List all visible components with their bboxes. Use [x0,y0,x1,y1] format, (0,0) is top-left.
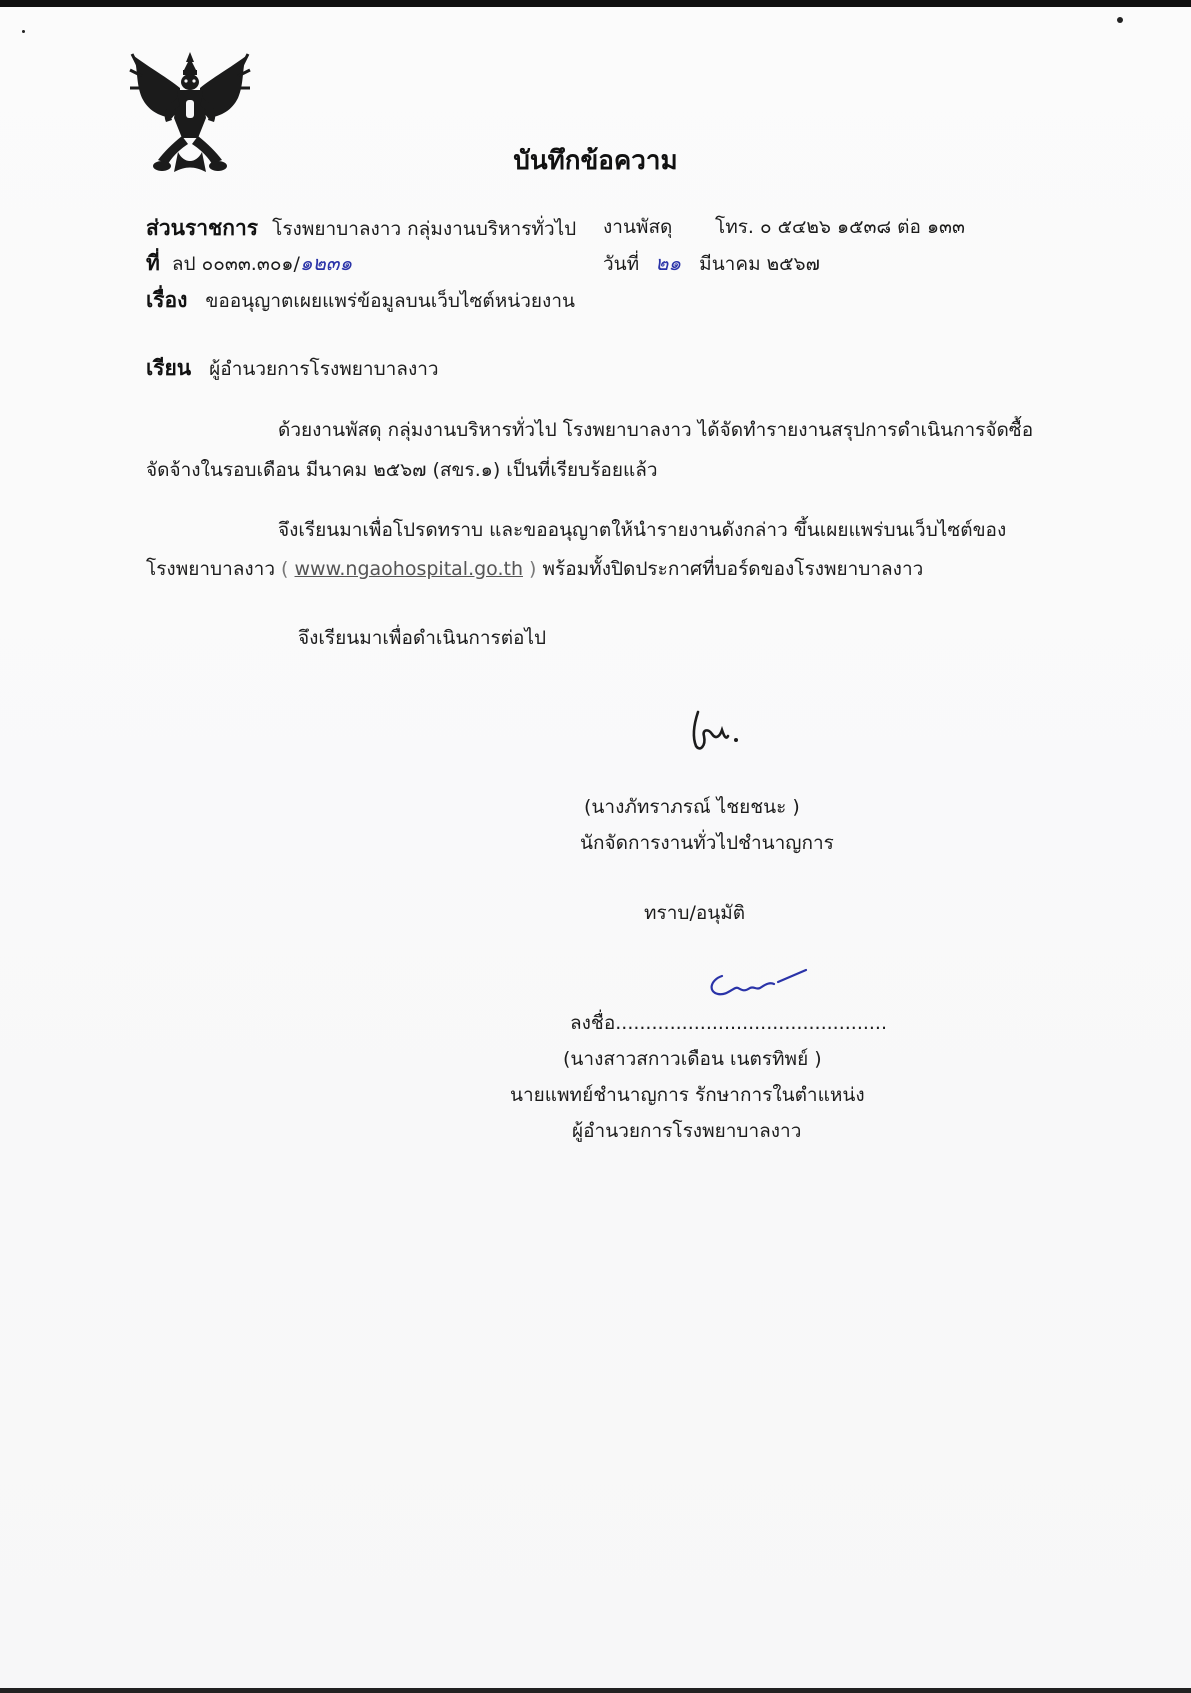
paragraph-2-hospital: โรงพยาบาลงาว [146,558,276,580]
date-line [603,247,820,279]
signer-1-name: (นางภัทราภรณ์ ไชยชนะ ) [584,796,800,818]
date-day-handwritten: ๒๑ [655,251,682,275]
addressee-text: ผู้อำนวยการโรงพยาบาลงาว [209,358,439,380]
paragraph-1-line-1: ด้วยงานพัสดุ กลุ่มงานบริหารทั่วไป โรงพยาบาลงาว ได้จัดทำรายงานสรุปการดำเนินการจัดซื้อ [278,419,1034,441]
signature-line [570,1008,887,1038]
scan-border-top [0,0,1191,7]
addressee-line [146,352,439,385]
date-label: วันที่ [603,253,640,275]
date-month-year: มีนาคม ๒๕๖๗ [699,253,820,275]
paragraph-2-line-2 [146,554,923,584]
agency-unit: งานพัสดุ [603,216,673,238]
signature-1-icon [680,706,760,756]
approver-position-line-1: นายแพทย์ชำนาญการ รักษาการในตำแหน่ง [510,1084,865,1106]
scan-border-bottom [0,1688,1191,1693]
subject-text: ขออนุญาตเผยแพร่ข้อมูลบนเว็บไซต์หน่วยงาน [205,290,575,312]
website-link[interactable]: www.ngaohospital.go.th [294,558,523,580]
reference-prefix: ลป ๐๐๓๓.๓๐๑/ [171,253,300,275]
subject-line [146,284,575,317]
signature-2-icon [700,962,820,1010]
approver-name: (นางสาวสกาวเดือน เนตรทิพย์ ) [563,1048,822,1070]
signer-1-position: นักจัดการงานทั่วไปชำนาญการ [580,832,834,854]
agency-phone: โทร. ๐ ๕๔๒๖ ๑๕๓๘ ต่อ ๑๓๓ [715,216,965,238]
reference-line [146,247,352,280]
url-paren-open: ( [275,558,295,580]
sign-label: ลงชื่อ [570,1012,616,1034]
agency-line [146,212,576,245]
reference-handwritten-number: ๑๒๓๑ [299,251,353,275]
scan-speck [1117,17,1123,23]
approver-position-line-2: ผู้อำนวยการโรงพยาบาลงาว [572,1120,802,1142]
addressee-label: เรียน [146,356,192,380]
subject-label: เรื่อง [146,288,188,312]
reference-label: ที่ [146,251,160,275]
paragraph-1-line-2: จัดจ้างในรอบเดือน มีนาคม ๒๕๖๗ (สขร.๑) เป็นที่เรียบร้อยแล้ว [146,459,658,481]
paragraph-3: จึงเรียนมาเพื่อดำเนินการต่อไป [298,627,547,649]
agency-label: ส่วนราชการ [146,216,259,240]
url-paren-close: ) [523,558,543,580]
agency-name: โรงพยาบาลงาว กลุ่มงานบริหารทั่วไป [272,218,577,240]
paragraph-2-line-1: จึงเรียนมาเพื่อโปรดทราบ และขออนุญาตให้นำรายงานดังกล่าว ขึ้นเผยแพร่บนเว็บไซต์ของ [278,519,1007,541]
paragraph-2-rest: พร้อมทั้งปิดประกาศที่บอร์ดของโรงพยาบาลงาว [542,558,924,580]
scan-speck [22,30,25,33]
approval-text: ทราบ/อนุมัติ [644,902,746,924]
document-title: บันทึกข้อความ [513,146,678,176]
sign-dots: ............................................. [615,1012,888,1034]
